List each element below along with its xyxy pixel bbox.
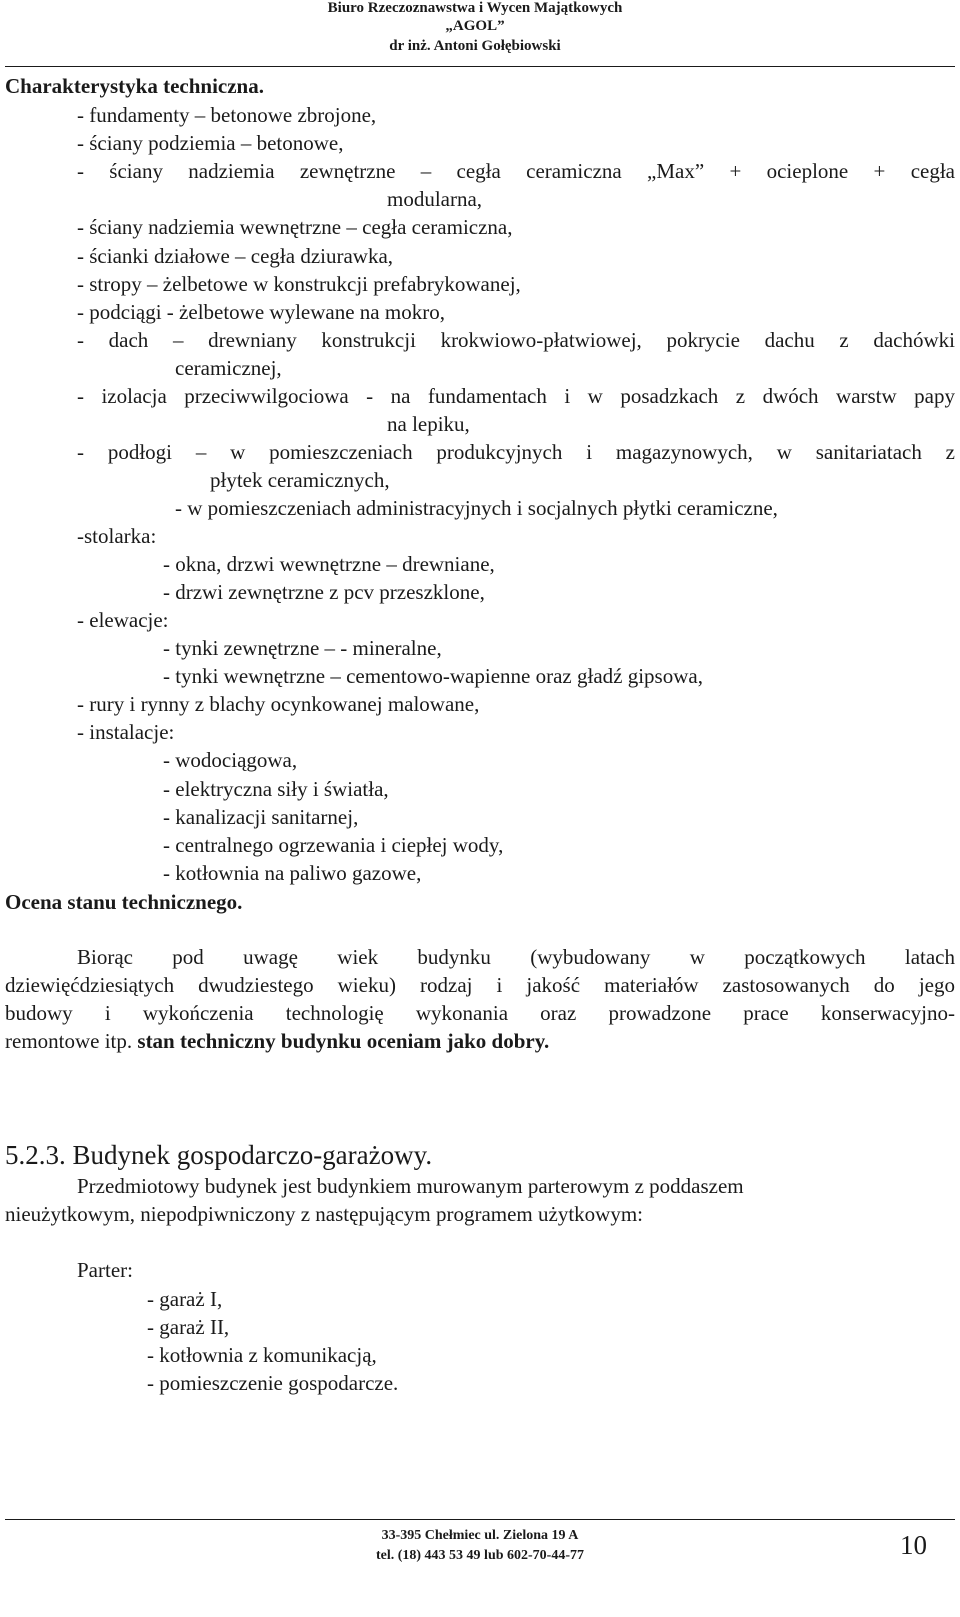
tech-item: - ścianki działowe – cegła dziurawka, (77, 244, 394, 268)
tech-item: - instalacje: (77, 720, 175, 744)
tech-subitem: - kanalizacji sanitarnej, (163, 805, 359, 829)
header-owner: dr inż. Antoni Gołębiowski (389, 38, 561, 54)
tech-item: - ściany podziemia – betonowe, (77, 131, 344, 155)
header-company-short: „AGOL” (445, 18, 505, 34)
tech-item-cont: modularna, (387, 187, 483, 211)
room-item: - garaż I, (147, 1287, 223, 1311)
tech-item: - stropy – żelbetowe w konstrukcji prefabrykowanej, (77, 272, 521, 296)
room-item: - kotłownia z komunikacją, (147, 1343, 377, 1367)
tech-subitem: - wodociągowa, (163, 748, 298, 772)
section-line: Przedmiotowy budynek jest budynkiem murowanym parterowym z poddaszem (77, 1174, 744, 1198)
tech-item-cont: płytek ceramicznych, (210, 468, 390, 492)
section-heading: 5.2.3. Budynek gospodarczo-garażowy. (5, 1140, 433, 1170)
room-item: - garaż II, (147, 1315, 230, 1339)
tech-item-cont: ceramicznej, (175, 356, 282, 380)
assessment-heading: Ocena stanu technicznego. (5, 890, 243, 914)
assessment-line: dziewięćdziesiątych dwudziestego wieku) rodzaj i jakość materiałów zastosowanych do jego (5, 973, 955, 997)
page-number: 10 (900, 1530, 927, 1560)
tech-item-cont: na lepiku, (387, 412, 470, 436)
tech-subitem: - centralnego ogrzewania i ciepłej wody, (163, 833, 504, 857)
tech-item: - izolacja przeciwwilgociowa - na fundamentach i w posadzkach z dwóch warstw papy (77, 384, 955, 408)
tech-item: -stolarka: (77, 524, 157, 548)
header-rule (5, 66, 955, 67)
tech-item: - elewacje: (77, 608, 169, 632)
assessment-text: remontowe itp. (5, 1029, 133, 1053)
section-line: nieużytkowym, niepodpiwniczony z następującym programem użytkowym: (5, 1202, 644, 1226)
tech-item: - ściany nadziemia wewnętrzne – cegła ceramiczna, (77, 215, 513, 239)
tech-heading: Charakterystyka techniczna. (5, 74, 264, 98)
parter-label: Parter: (77, 1258, 133, 1282)
assessment-line: Biorąc pod uwagę wiek budynku (wybudowany w początkowych latach (77, 945, 955, 969)
room-item: - pomieszczenie gospodarcze. (147, 1371, 399, 1395)
tech-item: - podciągi - żelbetowe wylewane na mokro, (77, 300, 445, 324)
tech-subitem: - tynki zewnętrzne – - mineralne, (163, 636, 442, 660)
footer-address: 33-395 Chełmiec ul. Zielona 19 A (381, 1528, 579, 1543)
tech-item: - rury i rynny z blachy ocynkowanej malowane, (77, 692, 480, 716)
tech-item: - ściany nadziemia zewnętrzne – cegła ceramiczna „Max” + ocieplone + cegła (77, 159, 955, 183)
tech-subitem: - drzwi zewnętrzne z pcv przeszklone, (163, 580, 485, 604)
footer-rule (5, 1519, 955, 1520)
tech-item: - dach – drewniany konstrukcji krokwiowo-płatwiowej, pokrycie dachu z dachówki (77, 328, 955, 352)
header-company-name: Biuro Rzeczoznawstwa i Wycen Majątkowych (327, 0, 623, 16)
assessment-conclusion: stan techniczny budynku oceniam jako dobry. (137, 1029, 550, 1053)
assessment-line (5, 1027, 549, 1055)
tech-item: - fundamenty – betonowe zbrojone, (77, 103, 377, 127)
tech-subitem: - tynki wewnętrzne – cementowo-wapienne oraz gładź gipsowa, (163, 664, 703, 688)
footer-phone: tel. (18) 443 53 49 lub 602-70-44-77 (375, 1548, 585, 1563)
tech-subitem: - elektryczna siły i światła, (163, 777, 389, 801)
tech-subitem: - okna, drzwi wewnętrzne – drewniane, (163, 552, 495, 576)
tech-item: - podłogi – w pomieszczeniach produkcyjnych i magazynowych, w sanitariatach z (77, 440, 955, 464)
assessment-line: budowy i wykończenia technologię wykonania oraz prowadzone prace konserwacyjno- (5, 1001, 955, 1025)
tech-item-cont: - w pomieszczeniach administracyjnych i socjalnych płytki ceramiczne, (175, 496, 778, 520)
tech-subitem: - kotłownia na paliwo gazowe, (163, 861, 422, 885)
